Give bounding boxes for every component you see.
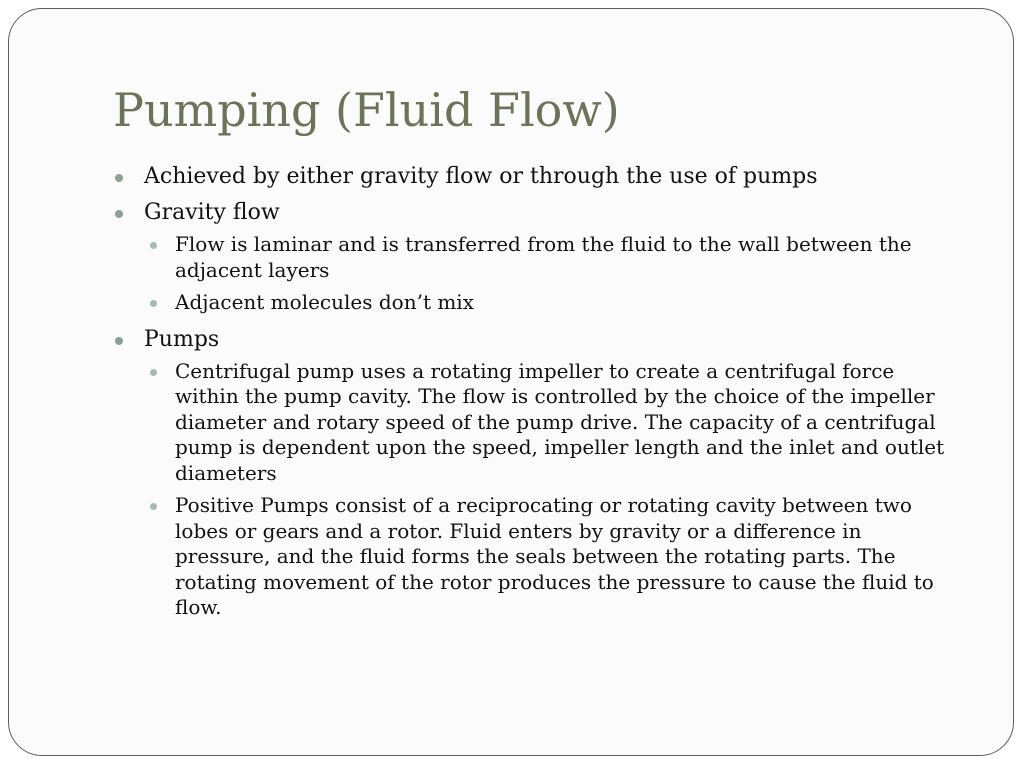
- slide-title: Pumping (Fluid Flow): [113, 83, 620, 137]
- slide-body: [113, 164, 963, 628]
- sub-bullet-dot: [150, 242, 157, 249]
- bullet-text: Achieved by either gravity flow or through the use of pumps: [144, 164, 818, 189]
- bullet-text: Gravity flow: [144, 200, 280, 225]
- sub-bullet-text: Positive Pumps consist of a reciprocating or rotating cavity between two lobes or gears and a rotor. Fluid enters by gravity or a difference in pressure, and the fluid forms the seals between the rotating parts. The rotating movement of the rotor produces the pressure to cause the fluid to flow.: [175, 493, 934, 619]
- sub-bullet-centrifugal-pump: [144, 359, 963, 487]
- sub-bullet-text: Adjacent molecules don’t mix: [175, 290, 474, 314]
- sub-bullet-dot: [150, 369, 157, 376]
- bullet-pumps: [113, 327, 963, 621]
- bullet-gravity-flow: [113, 200, 963, 316]
- sub-bullet-laminar-flow: [144, 232, 963, 283]
- bullet-list: [113, 164, 963, 621]
- sub-bullet-text: Centrifugal pump uses a rotating impeller to create a centrifugal force within the pump cavity. The flow is controlled by the choice of the impeller diameter and rotary speed of the pump drive. The capacity of a centrifugal pump is dependent upon the speed, impeller length and the inlet and outlet diameters: [175, 358, 945, 485]
- sub-bullet-list: [144, 232, 963, 316]
- bullet-dot: [115, 174, 123, 182]
- bullet-gravity-or-pumps: [113, 164, 963, 189]
- sub-bullet-molecules-dont-mix: [144, 290, 963, 316]
- bullet-dot: [115, 337, 123, 345]
- bullet-dot: [115, 210, 123, 218]
- sub-bullet-text: Flow is laminar and is transferred from the fluid to the wall between the adjacent layers: [175, 232, 912, 282]
- sub-bullet-dot: [150, 300, 157, 307]
- bullet-text: Pumps: [144, 326, 220, 352]
- sub-bullet-list: [144, 359, 963, 621]
- sub-bullet-positive-pumps: [144, 493, 963, 621]
- sub-bullet-dot: [150, 503, 157, 510]
